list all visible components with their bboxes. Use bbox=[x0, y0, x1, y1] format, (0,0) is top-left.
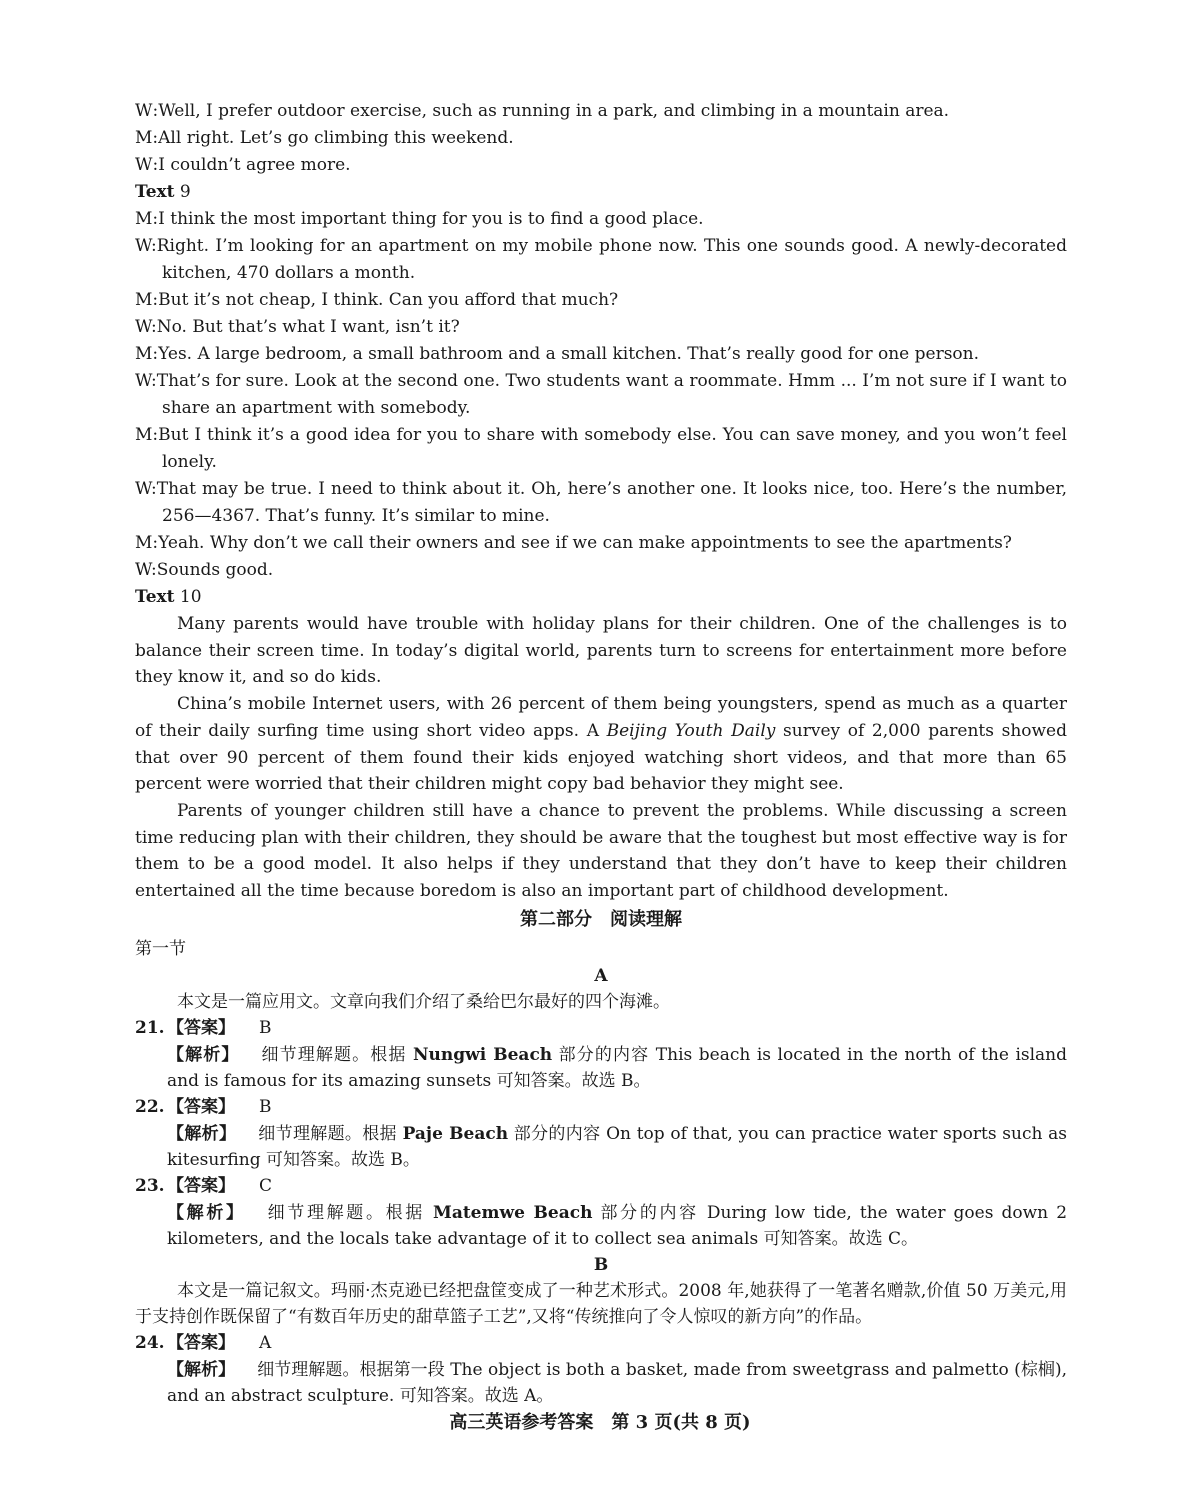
dialogue-line: M : All right. Let’s go climbing this weekend. bbox=[135, 125, 1067, 152]
newspaper-title: Beijing Youth Daily bbox=[606, 720, 776, 741]
passage-b-label: B bbox=[593, 1254, 609, 1275]
section-name: Matemwe Beach bbox=[433, 1202, 593, 1223]
speaker: W bbox=[135, 371, 151, 391]
text9-dialogue bbox=[135, 206, 1067, 584]
dialogue-line: W:That’s for sure. Look at the second one. Two students want a roommate. Hmm ... I’m not sure if I want to share an apartment with somebody. bbox=[135, 371, 1067, 418]
speaker: W bbox=[135, 560, 151, 580]
speaker: M bbox=[135, 209, 153, 229]
analysis-text: 细节理解题。根据 bbox=[267, 1202, 433, 1223]
passage-a-label: A bbox=[594, 965, 608, 986]
dialogue-text: No. But that’s what I want, isn’t it? bbox=[156, 317, 460, 337]
passage-b-answers bbox=[135, 1330, 1067, 1409]
part2-title: 第二部分 阅读理解 bbox=[520, 908, 682, 930]
analysis-row bbox=[135, 1042, 1067, 1094]
dialogue-text: Sounds good. bbox=[156, 560, 274, 580]
answer-label: 【答案】 bbox=[167, 1332, 235, 1353]
speaker: M bbox=[135, 533, 153, 553]
text9-heading: Text 9 bbox=[135, 182, 191, 202]
speaker: M bbox=[135, 425, 153, 445]
dialogue-line: W : I couldn’t agree more. bbox=[135, 152, 1067, 179]
answer-label: 【答案】 bbox=[167, 1175, 235, 1196]
analysis-label: 【解析】 bbox=[167, 1123, 237, 1144]
analysis-text: 细节理解题。根据第一段 The object is both a basket, made from sweetgrass and palmetto (棕榈), and an abstract sculpture. 可知答案。故选 A。 bbox=[167, 1359, 1067, 1406]
dialogue-line: M:But I think it’s a good idea for you to share with somebody else. You can save money, and you won’t feel lonely. bbox=[135, 425, 1067, 472]
dialogue-text: But it’s not cheap, I think. Can you afford that much? bbox=[158, 290, 619, 310]
question-number: 21. bbox=[135, 1017, 165, 1038]
analysis-row bbox=[135, 1121, 1067, 1173]
speaker: W bbox=[135, 101, 153, 121]
speaker: M bbox=[135, 128, 153, 148]
answer-label: 【答案】 bbox=[167, 1017, 235, 1038]
section-name: Nungwi Beach bbox=[412, 1044, 553, 1065]
analysis-text-rest: 部分的内容 During low tide, the water goes down 2 kilometers, and the locals take advantage of it to collect sea animals 可知答案。故选 C。 bbox=[167, 1202, 1068, 1249]
text10-paragraph-2: China’s mobile Internet users, with 26 percent of them being youngsters, spend as much as a quarter of their daily surfing time using short video apps. A Beijing Youth Daily survey of 2,000 parents showed that over 90 percent of them found their kids enjoyed watching short videos, and that more than 65 percent were worried that their children might copy bad behavior they might see. bbox=[135, 694, 1067, 795]
dialogue-text: But I think it’s a good idea for you to share with somebody else. You can save money, and you won’t feel lonely. bbox=[158, 425, 1067, 472]
dialogue-line: W : Well, I prefer outdoor exercise, such as running in a park, and climbing in a mountain area. bbox=[135, 98, 1067, 125]
text10-paragraph-3: Parents of younger children still have a chance to prevent the problems. While discussing a screen time reducing plan with their children, they should be aware that the toughest but most effective way is for them to be a good model. It also helps if they understand that they don’t have to keep their children entertained all the time because boredom is also an important part of childhood development. bbox=[135, 800, 1067, 902]
dialogue-line: M:Yes. A large bedroom, a small bathroom and a small kitchen. That’s really good for one person. bbox=[135, 344, 980, 364]
dialogue-line: W:Right. I’m looking for an apartment on my mobile phone now. This one sounds good. A newly-decorated kitchen, 470 dollars a month. bbox=[135, 236, 1067, 283]
dialogue-text: Right. I’m looking for an apartment on my mobile phone now. This one sounds good. A newly-decorated kitchen, 470 dollars a month. bbox=[156, 236, 1067, 283]
answer-value: A bbox=[259, 1332, 272, 1353]
speaker: M bbox=[135, 344, 153, 364]
dialogue-line: M:Yeah. Why don’t we call their owners and see if we can make appointments to see the apartments? bbox=[135, 533, 1012, 553]
dialogue-line: W:No. But that’s what I want, isn’t it? bbox=[135, 317, 460, 337]
dialogue-text: I think the most important thing for you is to find a good place. bbox=[158, 209, 704, 229]
speaker: W bbox=[135, 236, 151, 256]
answer-label: 【答案】 bbox=[167, 1096, 235, 1117]
page-footer: 高三英语参考答案 第 3 页(共 8 页) bbox=[449, 1412, 751, 1433]
text10-heading: Text 10 bbox=[135, 587, 202, 607]
section-label: 第一节 bbox=[135, 938, 186, 959]
analysis-text-rest: 部分的内容 On top of that, you can practice water sports such as kitesurfing 可知答案。故选 B。 bbox=[167, 1123, 1068, 1170]
passage-a-answers bbox=[135, 1015, 1067, 1252]
speaker: W bbox=[135, 155, 153, 175]
answer-value: C bbox=[259, 1175, 273, 1196]
speaker: W bbox=[135, 479, 151, 499]
answer-row bbox=[135, 1330, 1067, 1357]
analysis-label: 【解析】 bbox=[167, 1202, 246, 1223]
answer-value: B bbox=[259, 1017, 272, 1038]
passage-b-intro: 本文是一篇记叙文。玛丽·杰克逊已经把盘筐变成了一种艺术形式。2008 年,她获得了一笔著名赠款,价值 50 万美元,用于支持创作既保留了“有数百年历史的甜草篮子工艺”,又将“传统推向了令人惊叹的新方向”的作品。 bbox=[135, 1280, 1067, 1327]
speaker: M bbox=[135, 290, 153, 310]
analysis-label: 【解析】 bbox=[167, 1044, 240, 1065]
dialogue-text: That may be true. I need to think about it. Oh, here’s another one. It looks nice, too. Here’s the number, 256—4367. That’s funny. It’s similar to mine. bbox=[156, 479, 1067, 526]
dialogue-text: Yes. A large bedroom, a small bathroom and a small kitchen. That’s really good for one person. bbox=[158, 344, 980, 364]
passage-a-intro: 本文是一篇应用文。文章向我们介绍了桑给巴尔最好的四个海滩。 bbox=[177, 991, 670, 1012]
section-name: Paje Beach bbox=[402, 1123, 509, 1144]
dialogue-text: That’s for sure. Look at the second one. Two students want a roommate. Hmm ... I’m not sure if I want to share an apartment with somebody. bbox=[156, 371, 1067, 418]
dialogue-line: W:Sounds good. bbox=[135, 560, 274, 580]
dialogue-line: W:That may be true. I need to think about it. Oh, here’s another one. It looks nice, too. Here’s the number, 256—4367. That’s funny. It’s similar to mine. bbox=[135, 479, 1067, 526]
analysis-text: 细节理解题。根据 bbox=[258, 1123, 403, 1144]
dialogue-text: I couldn’t agree more. bbox=[158, 155, 351, 175]
speaker: W bbox=[135, 317, 151, 337]
dialogue-text: Yeah. Why don’t we call their owners and see if we can make appointments to see the apartments? bbox=[158, 533, 1012, 553]
answer-row bbox=[135, 1015, 1067, 1042]
answer-value: B bbox=[259, 1096, 272, 1117]
question-number: 23. bbox=[135, 1175, 165, 1196]
analysis-label: 【解析】 bbox=[167, 1359, 236, 1380]
dialogue-text: All right. Let’s go climbing this weekend. bbox=[158, 128, 514, 148]
dialogue-line: M:But it’s not cheap, I think. Can you afford that much? bbox=[135, 290, 619, 310]
analysis-text: 细节理解题。根据 bbox=[261, 1044, 413, 1065]
text10-paragraph-1: Many parents would have trouble with holiday plans for their children. One of the challenges is to balance their screen time. In today’s digital world, parents turn to screens for entertainment more before they know it, and so do kids. bbox=[135, 614, 1067, 688]
analysis-text-rest: 部分的内容 This beach is located in the north of the island and is famous for its amazing sunsets 可知答案。故选 B。 bbox=[167, 1044, 1068, 1091]
document-page bbox=[135, 98, 1067, 1409]
answer-row bbox=[135, 1094, 1067, 1121]
question-number: 22. bbox=[135, 1096, 165, 1117]
answer-row bbox=[135, 1173, 1067, 1200]
dialogue-line: M:I think the most important thing for you is to find a good place. bbox=[135, 209, 704, 229]
dialogue-text: Well, I prefer outdoor exercise, such as running in a park, and climbing in a mountain area. bbox=[158, 101, 950, 121]
analysis-row bbox=[135, 1357, 1067, 1409]
analysis-row bbox=[135, 1200, 1067, 1252]
question-number: 24. bbox=[135, 1332, 165, 1353]
